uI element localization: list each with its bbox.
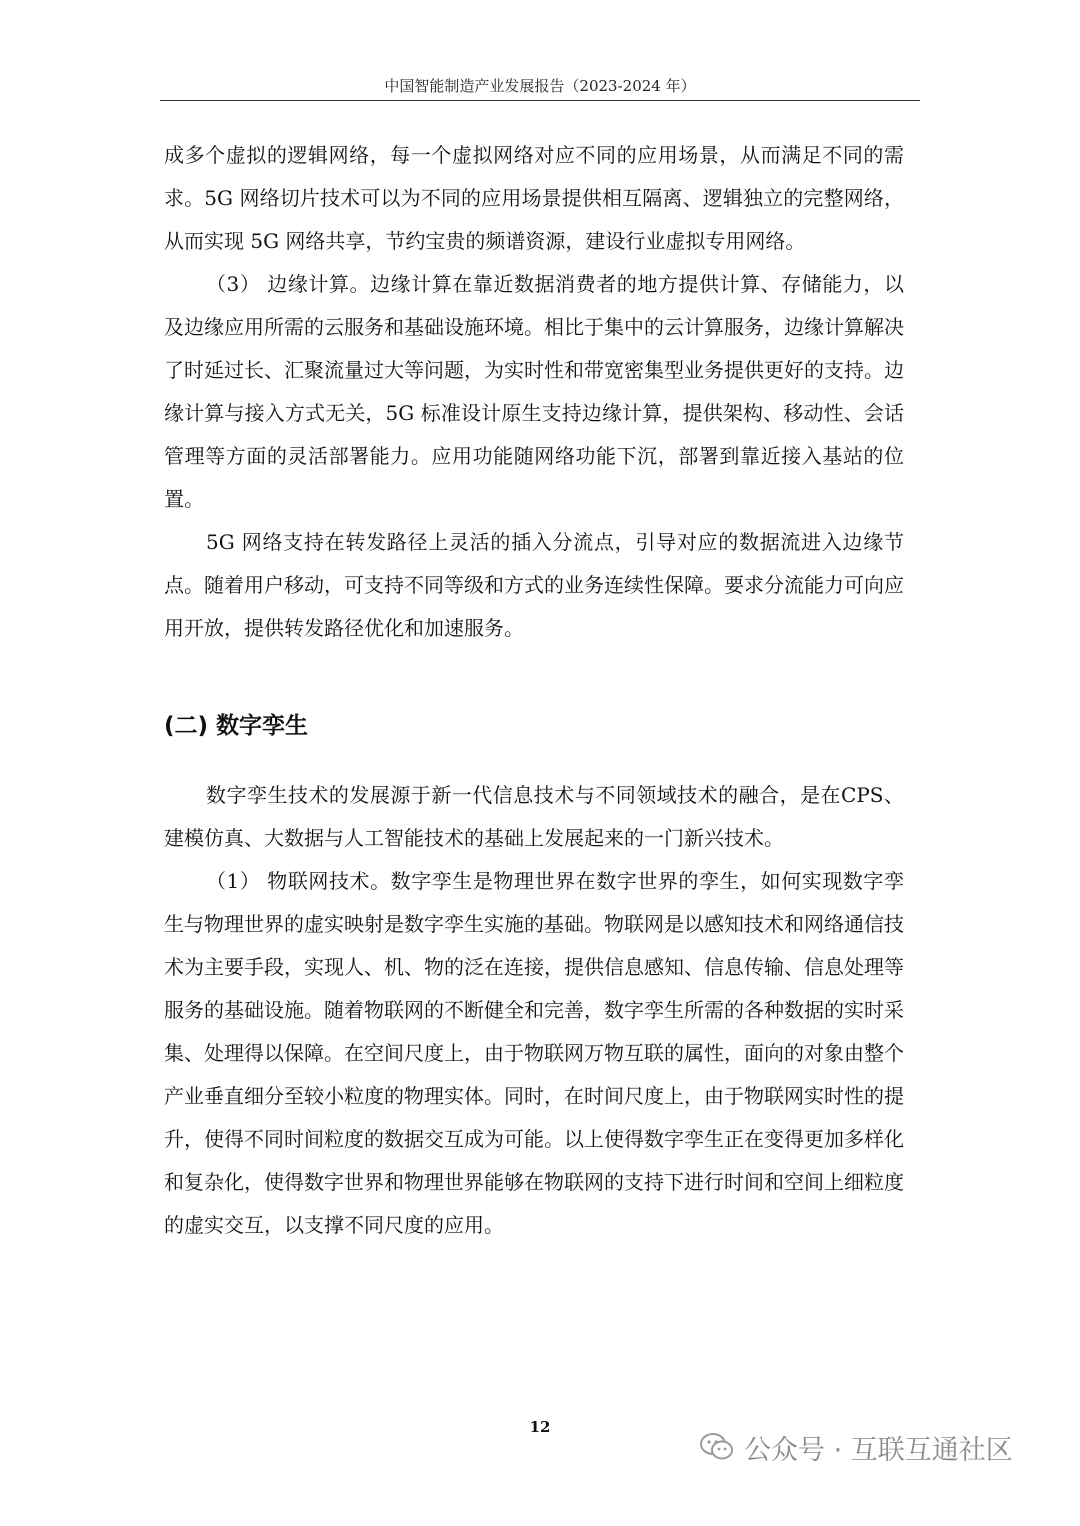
paragraph-digital-twin-intro: 数字孪生技术的发展源于新一代信息技术与不同领域技术的融合，是在CPS、建模仿真、大数据与人工智能技术的基础上发展起来的一门新兴技术。: [164, 783, 904, 850]
watermark-text: 公众号 · 互联互通社区: [744, 1434, 1013, 1466]
section-gap: [164, 650, 904, 708]
page-number: 12: [529, 1418, 551, 1436]
header-rule: [160, 100, 920, 101]
paragraph-traffic-offload: 5G 网络支持在转发路径上灵活的插入分流点，引导对应的数据流进入边缘节点。随着用户移动，可支持不同等级和方式的业务连续性保障。要求分流能力可向应用开放，提供转发路径优化和加速服务。: [164, 530, 904, 640]
heading-gap: [164, 744, 904, 774]
paragraph-edge-computing: （3） 边缘计算。边缘计算在靠近数据消费者的地方提供计算、存储能力，以及边缘应用所需的云服务和基础设施环境。相比于集中的云计算服务，边缘计算解决了时延过长、汇聚流量过大等问题，为实时性和带宽密集型业务提供更好的支持。边缘计算与接入方式无关，5G 标准设计原生支持边缘计算，提供架构、移动性、会话管理等方面的灵活部署能力。应用功能随网络功能下沉，部署到靠近接入基站的位置。: [164, 272, 904, 511]
watermark: [700, 1422, 1013, 1472]
wechat-icon: [700, 1432, 734, 1462]
paragraph-iot-technology: （1） 物联网技术。数字孪生是物理世界在数字世界的孪生，如何实现数字孪生与物理世界的虚实映射是数字孪生实施的基础。物联网是以感知技术和网络通信技术为主要手段，实现人、机、物的泛在连接，提供信息感知、信息传输、信息处理等服务的基础设施。随着物联网的不断健全和完善，数字孪生所需的各种数据的实时采集、处理得以保障。在空间尺度上，由于物联网万物互联的属性，面向的对象由整个产业垂直细分至较小粒度的物理实体。同时，在时间尺度上，由于物联网实时性的提升，使得不同时间粒度的数据交互成为可能。以上使得数字孪生正在变得更加多样化和复杂化，使得数字世界和物理世界能够在物联网的支持下进行时间和空间上细粒度的虚实交互，以支撑不同尺度的应用。: [164, 869, 904, 1237]
section-heading: (二) 数字孪生: [164, 713, 309, 739]
paragraph-network-slicing: 成多个虚拟的逻辑网络，每一个虚拟网络对应不同的应用场景，从而满足不同的需求。5G 网络切片技术可以为不同的应用场景提供相互隔离、逻辑独立的完整网络，从而实现 5G 网络共享，节约宝贵的频谱资源，建设行业虚拟专用网络。: [164, 143, 904, 253]
page-header: 中国智能制造产业发展报告（2023-2024 年）: [384, 77, 696, 95]
document-body: [164, 134, 904, 1247]
